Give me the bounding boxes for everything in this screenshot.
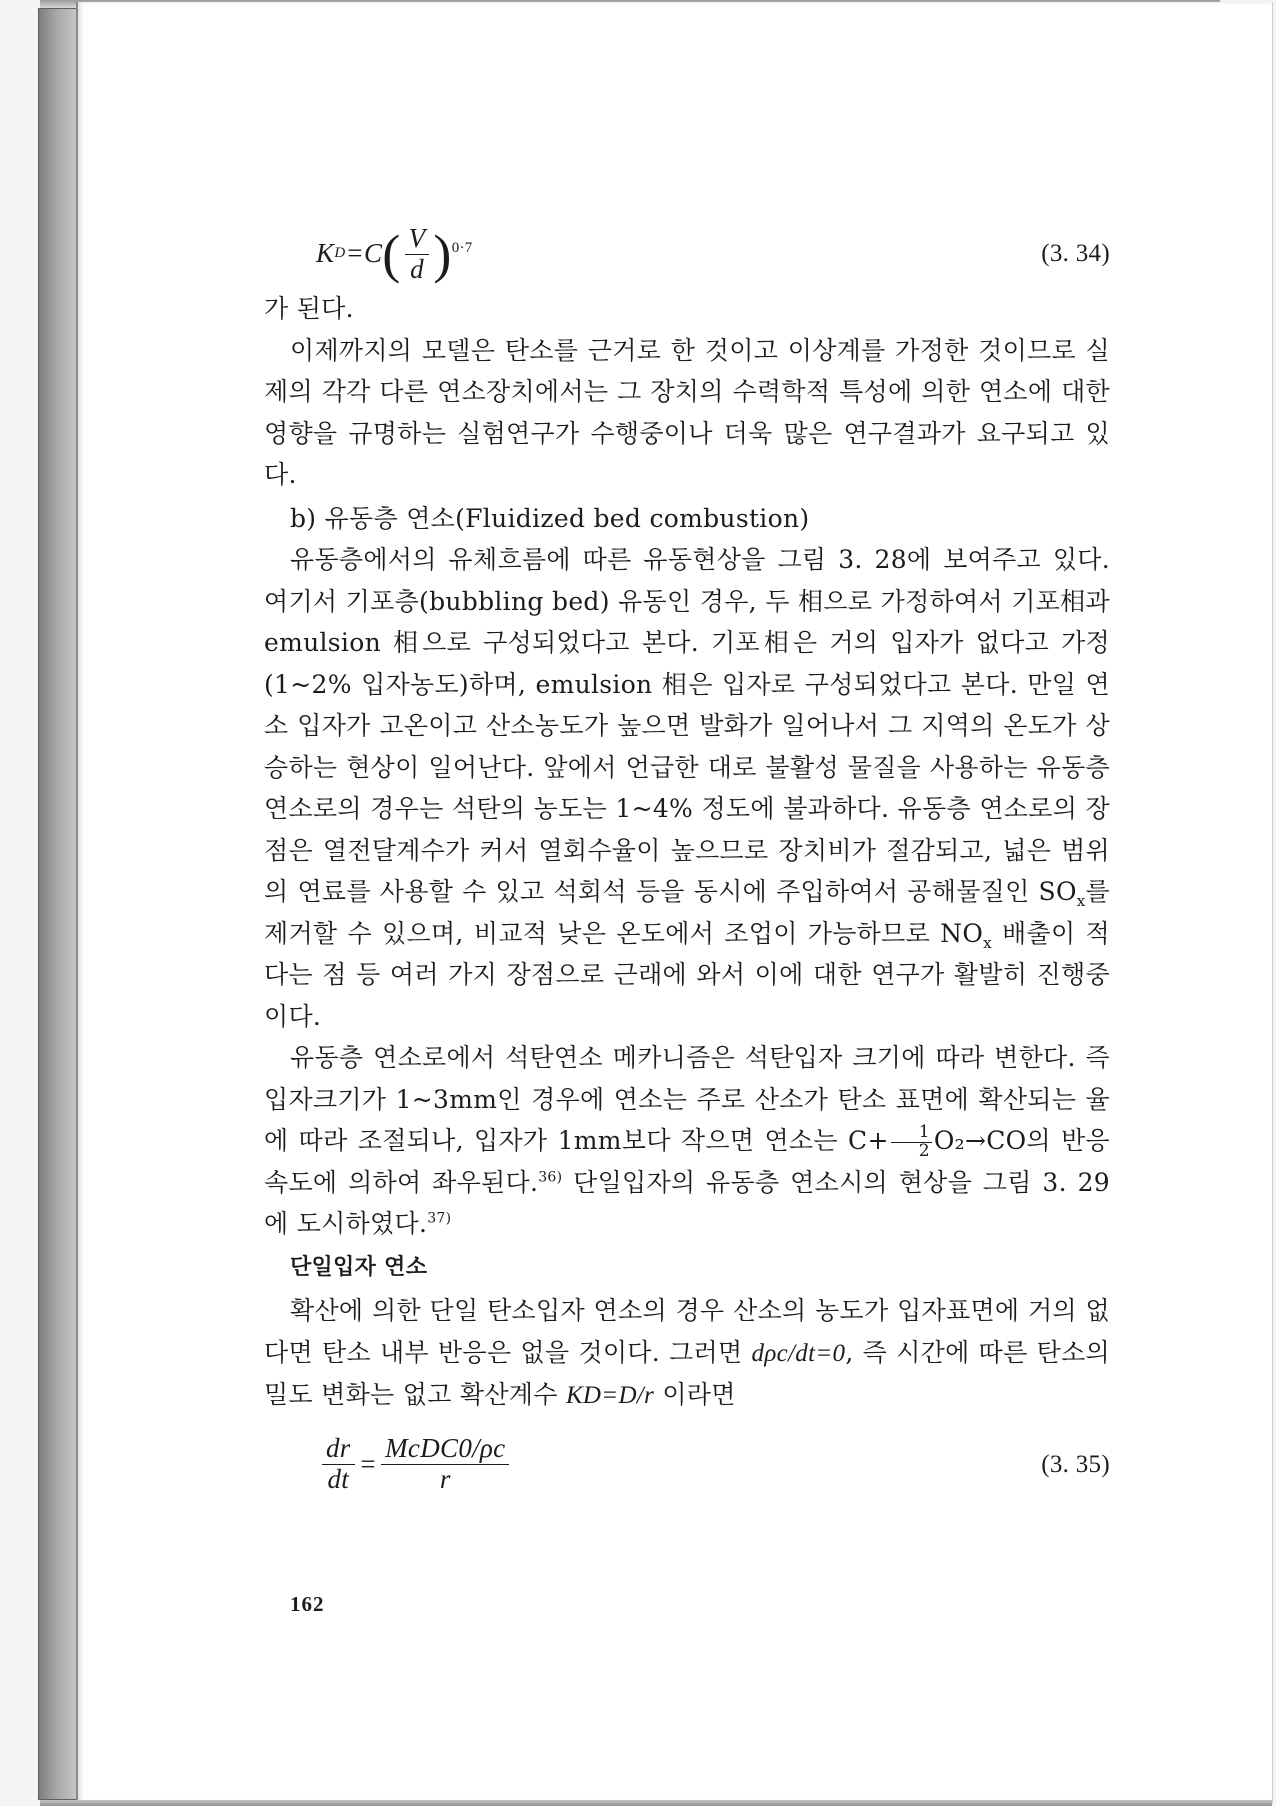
page-number: 162 [290,1592,325,1616]
eq-fraction-numerator: V [405,224,430,255]
left-paren: ( [382,224,401,284]
paragraph-text: 단일입자의 유동층 연소시의 현상을 그림 3. 29에 도시하였다. [264,1167,1110,1238]
eq-fraction [405,224,430,284]
half-fraction [891,1124,932,1161]
eq-rhs-numerator: McDC0/ρc [381,1434,509,1465]
book-spine [38,8,80,1800]
eq-exponent: 0·7 [451,239,473,256]
eq-equals: = [358,1448,378,1479]
equation-3-35-formula [318,1434,513,1494]
eq-lhs: K [316,238,335,269]
page-bottom-edge [40,1800,1272,1806]
paragraph-text: , 즉 시간에 따른 탄소의 밀도 변화는 없고 확산계수 [264,1337,1110,1409]
equation-number: (3. 35) [1041,1450,1110,1478]
subscript: x [983,933,992,952]
subheading-single-particle: 단일입자 연소 [290,1254,428,1280]
paragraph-text: 를 제거할 수 있으며, 비교적 낮은 온도에서 조업이 가능하므로 NO [264,877,1110,948]
equation-number: (3. 34) [1041,240,1110,268]
half-denominator: 2 [918,1141,930,1161]
right-paren: ) [433,224,452,284]
citation-marker: 37) [427,1210,452,1227]
paragraph-text: O₂→CO의 반응속도에 의하여 좌우된다. [264,1126,1110,1197]
eq-lhs-subscript: D [334,245,346,262]
paragraph-coal-combustion-mechanism [264,1037,1110,1245]
paragraph-text: 확산에 의한 단일 탄소입자 연소의 경우 산소의 농도가 입자표면에 거의 없다면 탄소 내부 반응은 없을 것이다. 그러면 [264,1296,1110,1367]
paragraph-text: 유동층에서의 유체흐름에 따른 유동현상을 그림 3. 28에 보여주고 있다. 여기서 기포층(bubbling bed) 유동인 경우, 두 相으로 가정하여서 기포相과 emulsion 相으로 구성되었다고 본다. 기포相은 거의 입자가 없다고 가정(1~2% 입자농도)하며, emulsion 相은 입자로 구성되었다고 본다. 만일 연소 입자가 고온이고 산소농도가 높으면 발화가 일어나서 그 지역의 온도가 상승하는 현상이 일어난다. 앞에서 언급한 대로 불활성 물질을 사용하는 유동층 연소로의 경우는 석탄의 농도는 1~4% 정도에 불과하다. 유동층 연소로의 장점은 열전달계수가 커서 열회수율이 높으므로 장치비가 절감되고, 넓은 범위의 연료를 사용할 수 있고 석회석 등을 동시에 주입하여서 공해물질인 SO [264,545,1110,906]
eq-equals-c: =C [345,238,383,269]
inline-math: KD=D/r [565,1382,655,1409]
paragraph-model-summary: 이제까지의 모델은 탄소를 근거로 한 것이고 이상계를 가정한 것이므로 실제의 각각 다른 연소장치에서는 그 장치의 수력학적 특성에 의한 연소에 대한 영향을 규명하는 실험연구가 수행중이나 더욱 많은 연구결과가 요구되고 있다. [264,335,1110,489]
eq-rhs-fraction [381,1434,509,1494]
inline-math: dρc/dt=0 [751,1339,846,1367]
eq-fraction-denominator: d [410,253,424,284]
eq-lhs-numerator: dr [322,1434,355,1465]
equation-3-34 [264,220,1110,288]
equation-3-34-formula [316,224,473,284]
page-content [264,220,1110,1499]
subscript: x [1076,892,1086,910]
eq-lhs-denominator: dt [327,1464,350,1494]
section-heading-fluidized-bed: b) 유동층 연소(Fluidized bed combustion) [290,503,810,533]
paragraph-text: 배출이 적다는 점 등 여러 가지 장점으로 근래에 와서 이에 대한 연구가 활발히 진행중이다. [264,918,1111,1031]
equation-3-35 [264,1431,1110,1499]
paragraph-continuation: 가 된다. [264,294,354,323]
half-numerator: 1 [891,1124,932,1143]
paragraph-text: 이라면 [654,1380,736,1409]
paragraph-text: 유동층 연소로에서 석탄연소 메카니즘은 석탄입자 크기에 따라 변한다. 즉 입자크기가 1~3mm인 경우에 연소는 주로 산소가 탄소 표면에 확산되는 율에 따라 조절되나, 입자가 1mm보다 작으면 연소는 C+ [264,1043,1110,1155]
eq-rhs-denominator: r [439,1464,451,1494]
paragraph-fluidized-bed [264,539,1110,1037]
citation-marker: 36) [538,1169,563,1186]
eq-lhs-fraction [322,1434,355,1494]
paragraph-single-particle [264,1290,1110,1417]
